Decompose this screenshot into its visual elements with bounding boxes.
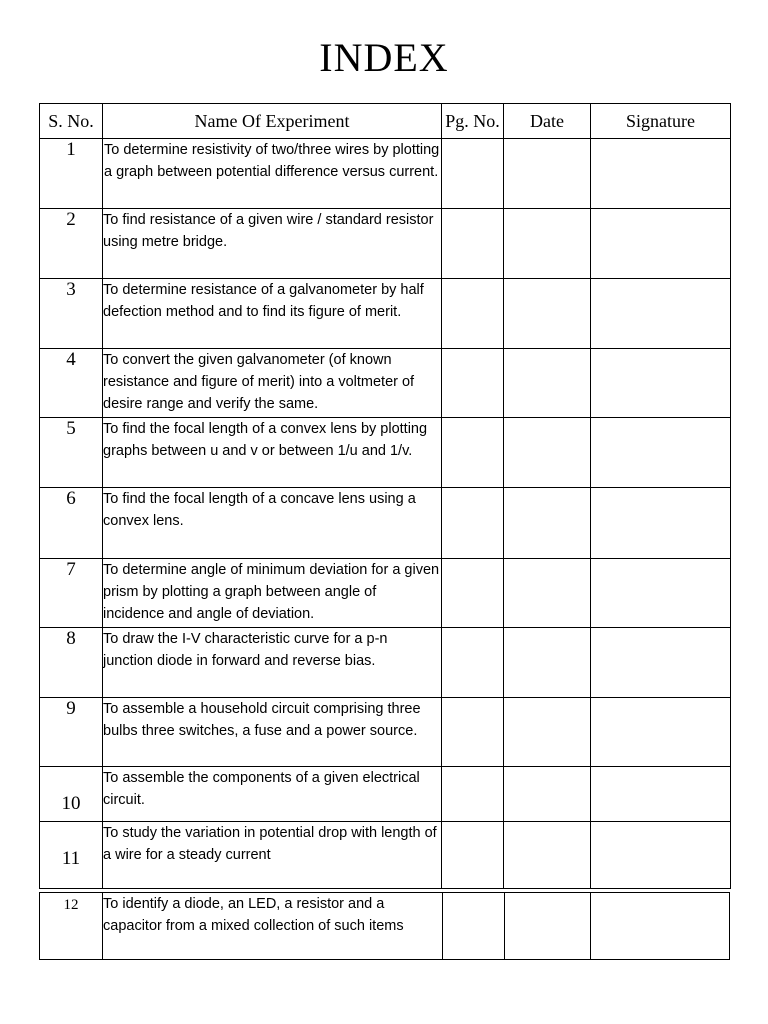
table-row xyxy=(40,488,731,559)
row-date[interactable] xyxy=(504,139,591,209)
row-date[interactable] xyxy=(504,767,591,822)
row-experiment-name: To find the focal length of a convex lens by plotting graphs between u and v or between 1/u and 1/v. xyxy=(103,418,442,488)
row-signature[interactable] xyxy=(591,822,731,889)
row-sno: 8 xyxy=(40,628,103,698)
row-sno: 6 xyxy=(40,488,103,559)
table-row xyxy=(40,349,731,418)
table-row xyxy=(40,822,731,889)
table-header-row xyxy=(40,104,731,139)
table-row xyxy=(40,893,730,960)
row-date[interactable] xyxy=(504,822,591,889)
row-sno: 9 xyxy=(40,698,103,767)
row-page-number[interactable] xyxy=(442,628,504,698)
header-signature: Signature xyxy=(591,104,731,139)
row-signature[interactable] xyxy=(591,418,731,488)
experiment-index-table-continued xyxy=(39,892,730,960)
table-row xyxy=(40,279,731,349)
row-date[interactable] xyxy=(504,349,591,418)
page-title: INDEX xyxy=(319,35,449,80)
row-experiment-name: To determine resistivity of two/three wires by plotting a graph between potential difference versus current. xyxy=(103,139,442,209)
row-sno: 2 xyxy=(40,209,103,279)
row-page-number[interactable] xyxy=(442,559,504,628)
row-sno: 12 xyxy=(40,893,103,960)
row-signature[interactable] xyxy=(591,209,731,279)
row-experiment-name: To identify a diode, an LED, a resistor and a capacitor from a mixed collection of such items xyxy=(103,893,443,960)
row-sno: 1 xyxy=(40,139,103,209)
row-page-number[interactable] xyxy=(443,893,505,960)
row-experiment-name: To determine resistance of a galvanometer by half defection method and to find its figure of merit. xyxy=(103,279,442,349)
row-experiment-name: To convert the given galvanometer (of known resistance and figure of merit) into a voltmeter of desire range and verify the same. xyxy=(103,349,442,418)
table-row xyxy=(40,139,731,209)
row-signature[interactable] xyxy=(591,698,731,767)
header-date: Date xyxy=(504,104,591,139)
table-row xyxy=(40,559,731,628)
row-sno: 4 xyxy=(40,349,103,418)
row-signature[interactable] xyxy=(591,349,731,418)
table-row xyxy=(40,628,731,698)
row-date[interactable] xyxy=(504,628,591,698)
row-experiment-name: To draw the I-V characteristic curve for a p-n junction diode in forward and reverse bias. xyxy=(103,628,442,698)
row-signature[interactable] xyxy=(591,139,731,209)
row-date[interactable] xyxy=(504,559,591,628)
table-row xyxy=(40,209,731,279)
row-page-number[interactable] xyxy=(442,418,504,488)
table-row xyxy=(40,698,731,767)
row-date[interactable] xyxy=(504,279,591,349)
row-page-number[interactable] xyxy=(442,767,504,822)
row-sno: 5 xyxy=(40,418,103,488)
table-row xyxy=(40,767,731,822)
row-experiment-name: To find resistance of a given wire / standard resistor using metre bridge. xyxy=(103,209,442,279)
row-sno: 7 xyxy=(40,559,103,628)
header-name-of-experiment: Name Of Experiment xyxy=(103,104,442,139)
row-signature[interactable] xyxy=(591,767,731,822)
row-date[interactable] xyxy=(504,488,591,559)
row-page-number[interactable] xyxy=(442,279,504,349)
row-date[interactable] xyxy=(504,698,591,767)
row-signature[interactable] xyxy=(591,488,731,559)
row-signature[interactable] xyxy=(591,893,730,960)
row-page-number[interactable] xyxy=(442,349,504,418)
row-page-number[interactable] xyxy=(442,139,504,209)
row-date[interactable] xyxy=(504,209,591,279)
row-experiment-name: To assemble a household circuit comprising three bulbs three switches, a fuse and a power source. xyxy=(103,698,442,767)
row-sno: 11 xyxy=(40,822,103,889)
row-experiment-name: To determine angle of minimum deviation for a given prism by plotting a graph between angle of incidence and angle of deviation. xyxy=(103,559,442,628)
header-page-number: Pg. No. xyxy=(442,104,504,139)
row-page-number[interactable] xyxy=(442,488,504,559)
row-page-number[interactable] xyxy=(442,209,504,279)
row-sno: 3 xyxy=(40,279,103,349)
row-signature[interactable] xyxy=(591,559,731,628)
row-experiment-name: To study the variation in potential drop with length of a wire for a steady current xyxy=(103,822,442,889)
row-signature[interactable] xyxy=(591,628,731,698)
row-date[interactable] xyxy=(504,418,591,488)
row-page-number[interactable] xyxy=(442,822,504,889)
header-sno: S. No. xyxy=(40,104,103,139)
table-row xyxy=(40,418,731,488)
experiment-index-table xyxy=(39,103,731,889)
row-signature[interactable] xyxy=(591,279,731,349)
row-sno: 10 xyxy=(40,767,103,822)
row-date[interactable] xyxy=(505,893,591,960)
row-experiment-name: To assemble the components of a given electrical circuit. xyxy=(103,767,442,822)
row-experiment-name: To find the focal length of a concave lens using a convex lens. xyxy=(103,488,442,559)
row-page-number[interactable] xyxy=(442,698,504,767)
